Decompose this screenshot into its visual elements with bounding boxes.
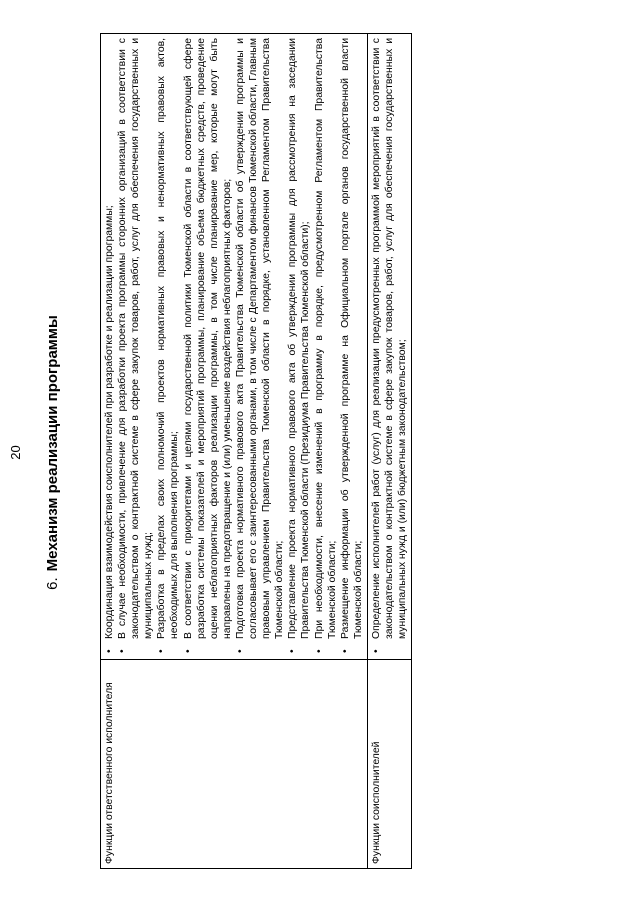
list-item: • Разработка в пределах своих полномочий проектов нормативных правовых и ненормативных правовых актов, необходимых для выполнения программы; — [155, 38, 181, 639]
list-item: • Размещение информации об утвержденной программе на Официальном портале органов государственной власти Тюменской области; — [339, 38, 365, 639]
list-item: • Координация взаимодействия соисполнителей при разработке и реализации программы; — [103, 38, 116, 639]
list-item: • Определение исполнителей работ (услуг) для реализации предусмотренных программой мероприятий в соответствии с законодательством о контрактной системе в сфере закупок товаров, работ, услуг для обеспечения государственных и муниципальных нужд и (или) бюджетным законодательством; — [370, 38, 409, 639]
row-label-responsible: Функции ответственного исполнителя — [101, 660, 368, 869]
list-item: • В случае необходимости, привлечение для разработки проекта программы сторонних организаций в соответствии с законодательством о контрактной системе в сфере закупок товаров, работ, услуг для обеспечения государственных и муниципальных нужд; — [116, 38, 155, 639]
responsible-functions-list — [103, 38, 365, 655]
row-content-responsible — [101, 34, 368, 660]
table-row — [101, 34, 368, 869]
list-item: • При необходимости, внесение изменений в программу в порядке, предусмотренном Регламентом Правительства Тюменской области; — [313, 38, 339, 639]
table-row — [367, 34, 411, 869]
coexecutor-functions-list — [370, 38, 409, 655]
row-label-coexecutors: Функции соисполнителей — [367, 660, 411, 869]
list-item: • В соответствии с приоритетами и целями государственной политики Тюменской области в соответствующей сфере разработка системы показателей и мероприятий программы, планирование объема бюджетных средств, проведение оценки неблагоприятных факторов реализации программы, в том числе планирование мер, которые могут быть направлены на предотвращение и (или) уменьшение воздействия неблагоприятных факторов; — [182, 38, 234, 639]
section-number: 6. — [44, 577, 61, 590]
list-item: • Представление проекта нормативного правового акта об утверждении программы для рассмотрения на заседании Правительства Тюменской области (Президиума Правительства Тюменской области); — [286, 38, 312, 639]
list-item: • Подготовка проекта нормативного правового акта Правительства Тюменской области об утверждении программы и согласовывает его с заинтересованными органами, в том числе с Департаментом финансов Тюменской области, Главным правовым управлением Правительства Тюменской области в порядке, установленном Регламентом Правительства Тюменской области; — [234, 38, 286, 639]
section-heading — [44, 0, 61, 905]
section-title: Механизм реализации программы — [44, 315, 61, 572]
page-number: 20 — [8, 445, 23, 460]
functions-table — [100, 33, 412, 869]
row-content-coexecutors — [367, 34, 411, 660]
